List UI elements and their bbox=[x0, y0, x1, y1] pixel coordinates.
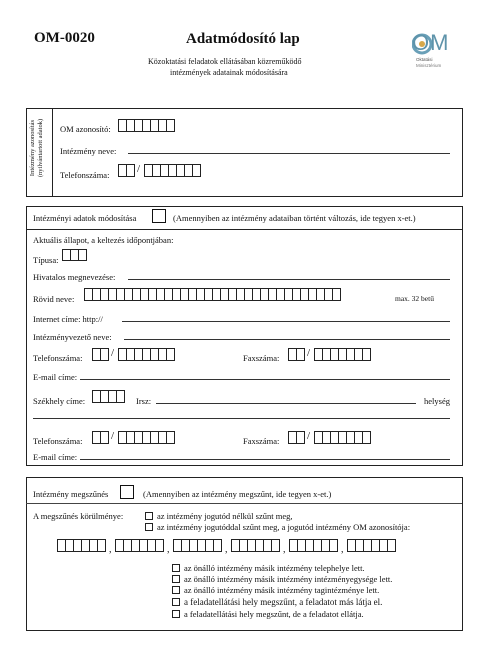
phone2-label: Telefonszáma: bbox=[33, 436, 83, 446]
successor-id-1[interactable] bbox=[57, 539, 105, 552]
official-name-field[interactable] bbox=[128, 279, 450, 280]
successor-id-4[interactable] bbox=[231, 539, 279, 552]
short-name-limit: max. 32 betű bbox=[395, 294, 434, 303]
head-name-label: Intézményvezető neve: bbox=[33, 332, 112, 342]
subtitle-line-2: intézmények adatainak módosítására bbox=[170, 68, 288, 77]
termination-checkbox[interactable] bbox=[120, 485, 134, 499]
option-site[interactable]: az önálló intézmény másik intézmény telephelye lett. bbox=[172, 563, 365, 573]
option-with-successor[interactable]: az intézmény jogutóddal szűnt meg, a jogutód intézmény OM azonosítója: bbox=[145, 522, 410, 532]
successor-id-6[interactable] bbox=[347, 539, 395, 552]
option-no-successor-checkbox[interactable] bbox=[145, 512, 153, 520]
successor-id-2[interactable] bbox=[115, 539, 163, 552]
fax-slash: / bbox=[307, 347, 311, 359]
web-label: Internet címe: http:// bbox=[33, 314, 103, 324]
comma-5: , bbox=[341, 544, 344, 555]
address-second-line[interactable] bbox=[33, 418, 450, 419]
phone-number-cells[interactable] bbox=[118, 348, 174, 361]
option-other-provider-checkbox[interactable] bbox=[172, 598, 180, 606]
id-side-label: Intézmény azonosítás (nyilvántartott adatok) bbox=[29, 118, 44, 178]
modify-header-note: (Amennyiben az intézmény adataiban történt változás, ide tegyen x-et.) bbox=[173, 213, 416, 223]
fax2-label: Faxszáma: bbox=[243, 436, 280, 446]
zip-cells[interactable] bbox=[92, 390, 124, 403]
id-side-divider bbox=[52, 108, 53, 196]
option-with-successor-checkbox[interactable] bbox=[145, 523, 153, 531]
termination-header-label: Intézmény megszűnés bbox=[33, 489, 109, 499]
logo-sub-2: Minisztérium bbox=[416, 63, 442, 68]
phone2-area-cells[interactable] bbox=[92, 431, 108, 444]
termination-header-note: (Amennyiben az intézmény megszűnt, ide tegyen x-et.) bbox=[143, 489, 332, 499]
page-title: Adatmódosító lap bbox=[186, 31, 300, 47]
option-no-successor[interactable]: az intézmény jogutód nélkül szűnt meg, bbox=[145, 511, 293, 521]
comma-2: , bbox=[167, 544, 170, 555]
web-field[interactable] bbox=[122, 321, 450, 322]
fax-area-cells[interactable] bbox=[288, 348, 304, 361]
email2-field[interactable] bbox=[80, 459, 450, 460]
form-code: OM-0020 bbox=[34, 30, 95, 46]
current-state-label: Aktuális állapot, a keltezés időpontjában: bbox=[33, 235, 174, 245]
official-name-label: Hivatalos megnevezése: bbox=[33, 272, 116, 282]
phone-label: Telefonszáma: bbox=[33, 353, 83, 363]
id-phone-number-cells[interactable] bbox=[144, 164, 200, 177]
comma-1: , bbox=[109, 544, 112, 555]
zip-label: Irsz: bbox=[136, 396, 152, 406]
option-still-provides-checkbox[interactable] bbox=[172, 610, 180, 618]
option-member-checkbox[interactable] bbox=[172, 586, 180, 594]
option-other-provider[interactable]: a feladatellátási hely megszűnt, a feladatot más látja el. bbox=[172, 597, 382, 607]
email-field[interactable] bbox=[80, 379, 450, 380]
address-field[interactable] bbox=[156, 403, 416, 404]
id-phone-area-cells[interactable] bbox=[118, 164, 134, 177]
comma-4: , bbox=[283, 544, 286, 555]
email2-label: E-mail címe: bbox=[33, 452, 78, 462]
email-label: E-mail címe: bbox=[33, 372, 78, 382]
fax2-number-cells[interactable] bbox=[314, 431, 370, 444]
ministry-logo bbox=[412, 30, 460, 73]
logo-text: OM bbox=[412, 30, 450, 55]
phone2-number-cells[interactable] bbox=[118, 431, 174, 444]
circumstance-label: A megszűnés körülménye: bbox=[33, 511, 124, 521]
fax2-slash: / bbox=[307, 430, 311, 442]
fax2-area-cells[interactable] bbox=[288, 431, 304, 444]
modify-header-label: Intézményi adatok módosítása bbox=[33, 213, 137, 223]
institution-name-label: Intézmény neve: bbox=[60, 146, 117, 156]
logo-sub-1: Oktatási bbox=[416, 57, 433, 62]
option-member[interactable]: az önálló intézmény másik intézmény tagintézménye lett. bbox=[172, 585, 379, 595]
phone-area-cells[interactable] bbox=[92, 348, 108, 361]
successor-id-3[interactable] bbox=[173, 539, 221, 552]
type-label: Típusa: bbox=[33, 255, 59, 265]
phone2-slash: / bbox=[111, 430, 115, 442]
city-label: helység bbox=[424, 396, 450, 406]
short-name-cells[interactable] bbox=[84, 288, 340, 301]
phone-slash: / bbox=[111, 347, 115, 359]
option-unit-checkbox[interactable] bbox=[172, 575, 180, 583]
om-id-label: OM azonosító: bbox=[60, 124, 111, 134]
option-still-provides[interactable]: a feladatellátási hely megszűnt, de a feladatot ellátja. bbox=[172, 609, 364, 619]
type-cells[interactable] bbox=[62, 249, 86, 261]
option-unit[interactable]: az önálló intézmény másik intézmény intézményegysége lett. bbox=[172, 574, 392, 584]
modify-checkbox[interactable] bbox=[152, 209, 166, 223]
om-id-cells[interactable] bbox=[118, 119, 174, 132]
head-name-field[interactable] bbox=[124, 339, 450, 340]
short-name-label: Rövid neve: bbox=[33, 294, 75, 304]
termination-header-divider bbox=[26, 503, 462, 504]
fax-label: Faxszáma: bbox=[243, 353, 280, 363]
termination-section bbox=[26, 477, 463, 631]
id-phone-slash: / bbox=[137, 163, 141, 175]
address-label: Székhely címe: bbox=[33, 396, 86, 406]
modify-header-divider bbox=[26, 229, 462, 230]
fax-number-cells[interactable] bbox=[314, 348, 370, 361]
institution-name-field[interactable] bbox=[128, 153, 450, 154]
successor-id-5[interactable] bbox=[289, 539, 337, 552]
option-site-checkbox[interactable] bbox=[172, 564, 180, 572]
id-phone-label: Telefonszáma: bbox=[60, 170, 110, 180]
subtitle-line-1: Közoktatási feladatok ellátásában közreműködő bbox=[148, 57, 302, 66]
comma-3: , bbox=[225, 544, 228, 555]
